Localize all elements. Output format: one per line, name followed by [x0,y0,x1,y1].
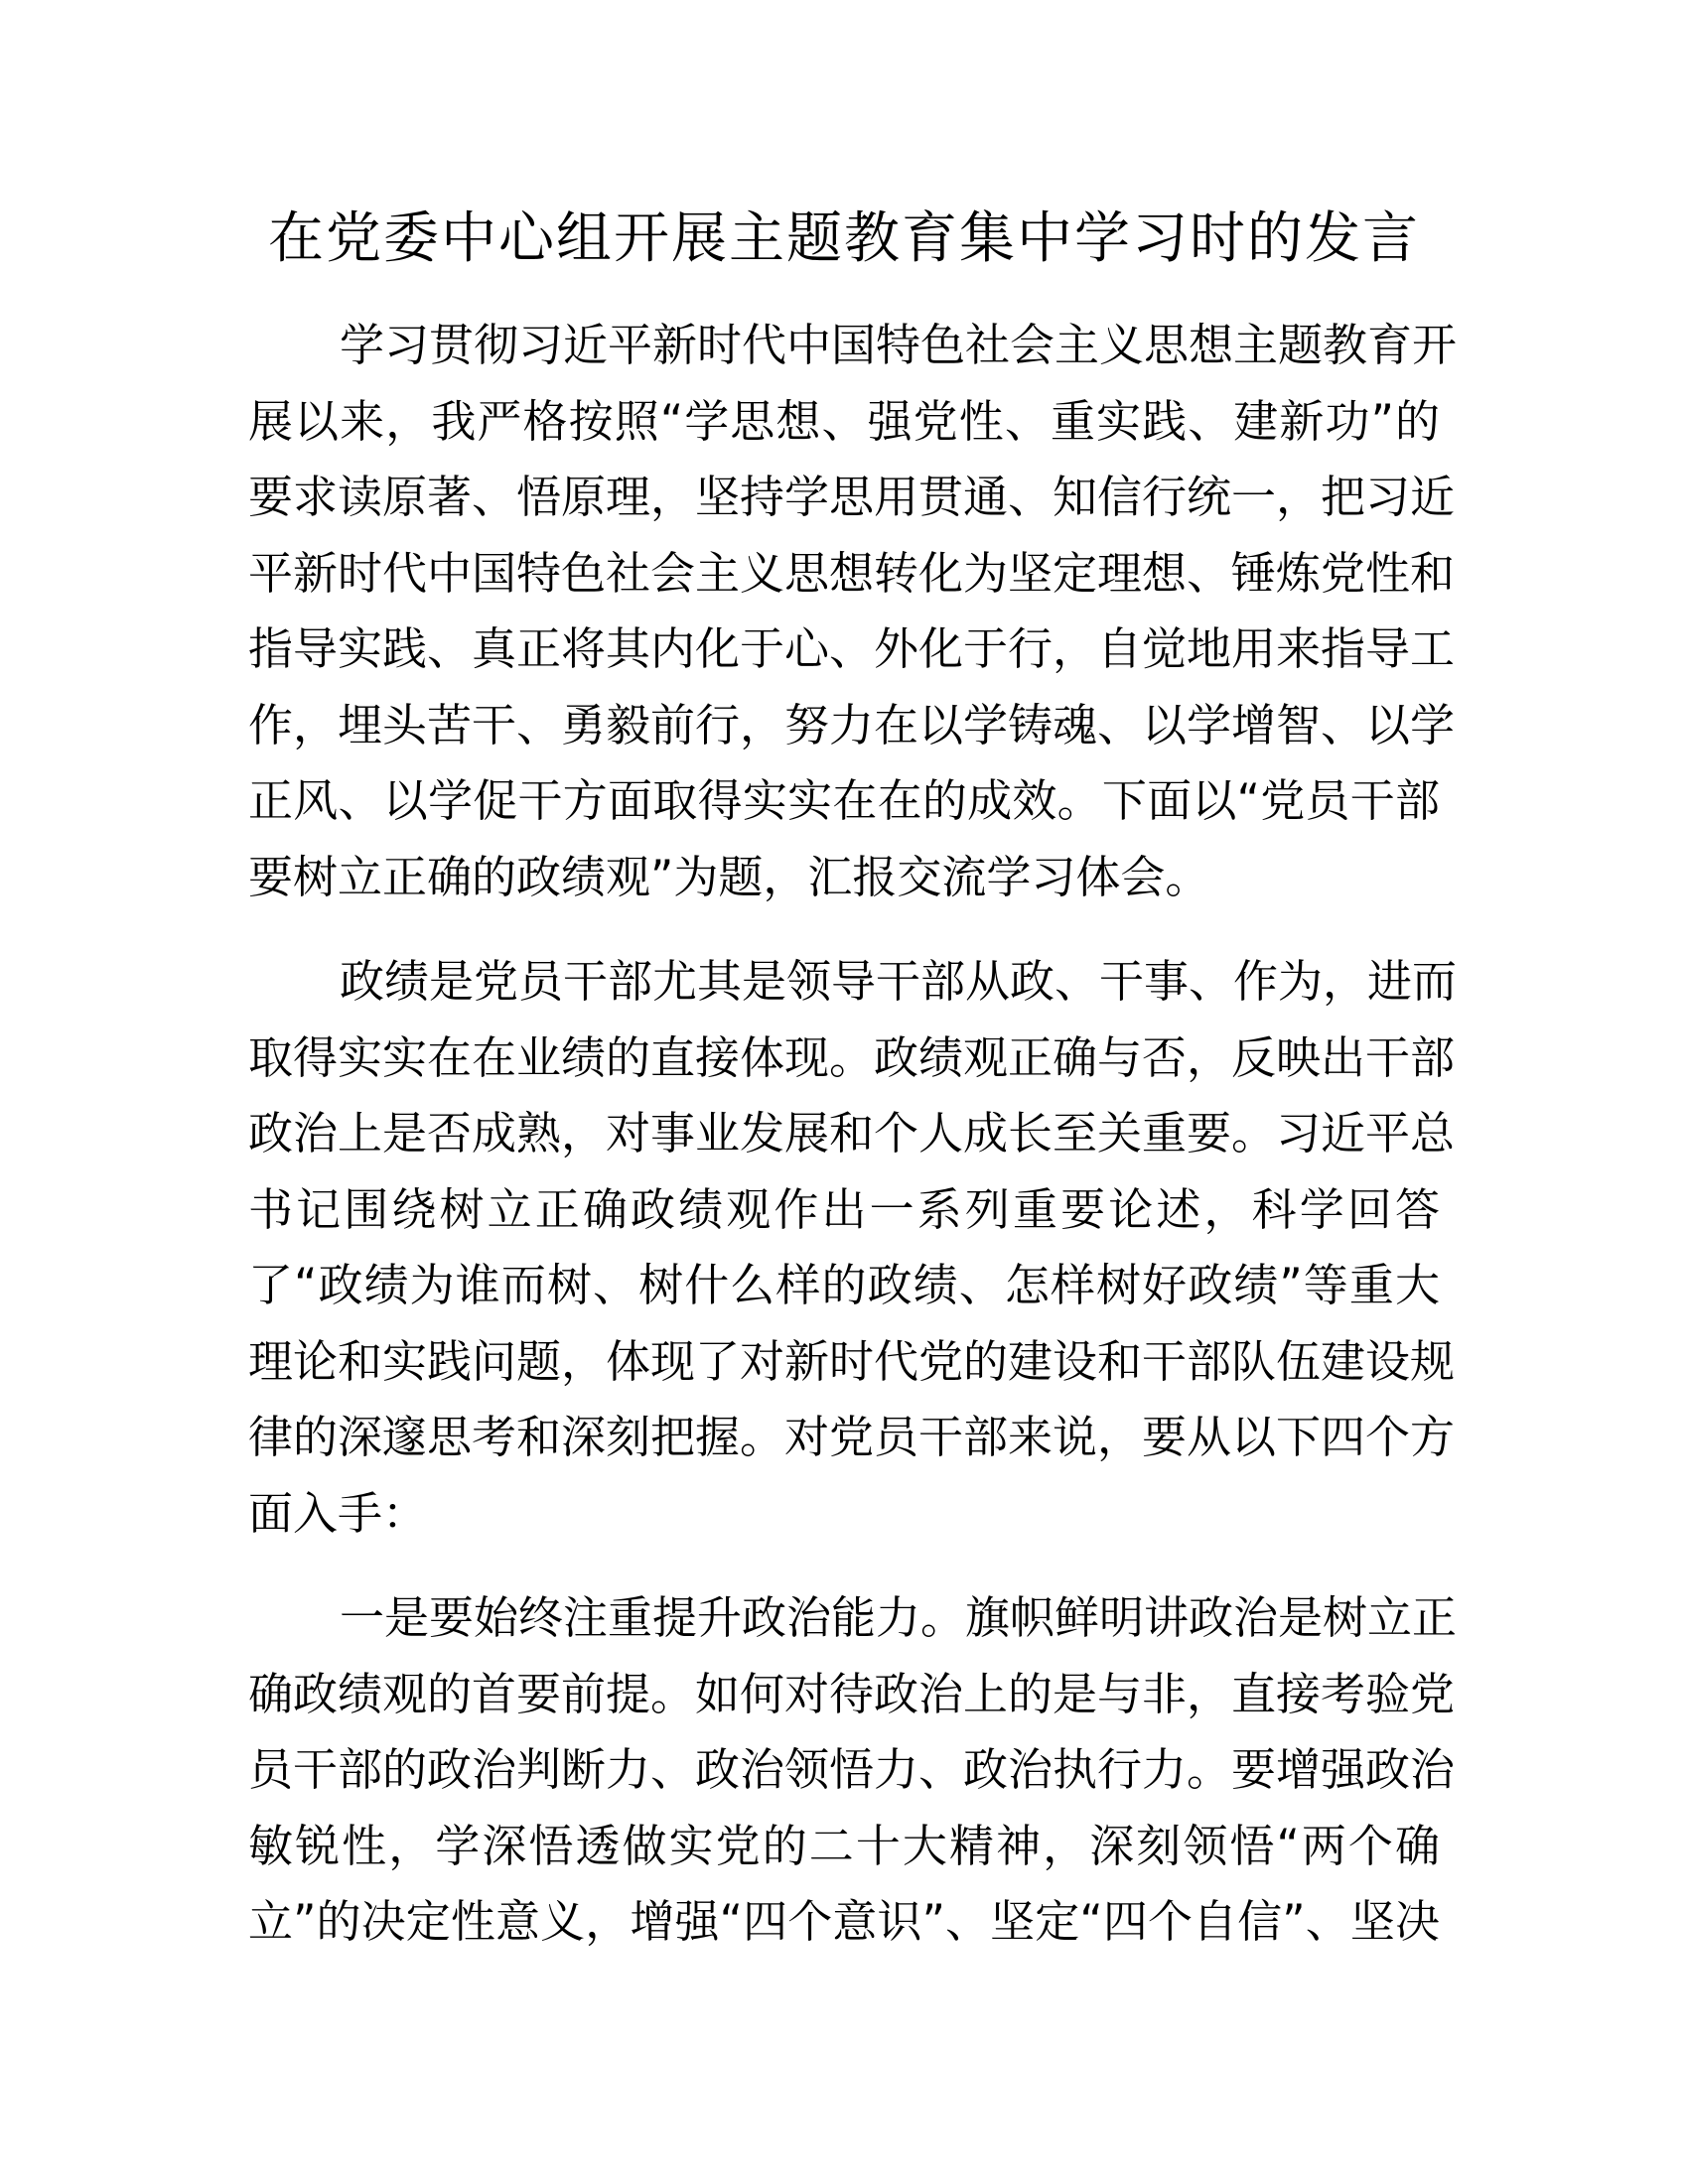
text-line: 指导实践、真正将其内化于心、外化于行，自觉地用来指导工 [248,622,1456,675]
text-line: 展以来，我严格按照“学思想、强党性、重实践、建新功”的 [248,394,1440,448]
text-line: 立”的决定性意义，增强“四个意识”、坚定“四个自信”、坚决 [248,1895,1440,1948]
paragraph-point-one [248,1580,1458,1961]
text-line: 员干部的政治判断力、政治领悟力、政治执行力。要增强政治 [248,1743,1456,1796]
text-line: 平新时代中国特色社会主义思想转化为坚定理想、锤炼党性和 [248,546,1456,600]
text-line: 学习贯彻习近平新时代中国特色社会主义思想主题教育开 [340,319,1458,371]
text-line: 书记围绕树立正确政绩观作出一系列重要论述，科学回答 [248,1182,1440,1236]
text-line: 要树立正确的政绩观”为题，汇报交流学习体会。 [248,850,1210,903]
text-line: 一是要始终注重提升政治能力。旗帜鲜明讲政治是树立正 [340,1591,1458,1644]
text-line: 政绩是党员干部尤其是领导干部从政、干事、作为，进而 [340,955,1458,1008]
text-line: 取得实实在在业绩的直接体现。政绩观正确与否，反映出干部 [248,1030,1456,1084]
text-line: 要求读原著、悟原理，坚持学思用贯通、知信行统一，把习近 [248,471,1456,523]
text-line: 作，埋头苦干、勇毅前行，努力在以学铸魂、以学增智、以学 [248,698,1456,751]
text-line: 确政绩观的首要前提。如何对待政治上的是与非，直接考验党 [248,1667,1456,1720]
paragraph-political-achievement [248,944,1458,1552]
text-line: 敏锐性，学深悟透做实党的二十大精神，深刻领悟“两个确 [248,1819,1440,1872]
text-line: 面入手： [248,1486,428,1540]
text-line: 了“政绩为谁而树、树什么样的政绩、怎样树好政绩”等重大 [248,1259,1440,1311]
page-title: 在党委中心组开展主题教育集中学习时的发言 [268,206,1420,271]
text-line: 律的深邃思考和深刻把握。对党员干部来说，要从以下四个方 [248,1411,1456,1463]
text-line: 政治上是否成熟，对事业发展和个人成长至关重要。习近平总 [248,1107,1456,1160]
document-body [248,308,1458,1989]
text-line: 理论和实践问题，体现了对新时代党的建设和干部队伍建设规 [248,1334,1456,1388]
text-line: 正风、以学促干方面取得实实在在的成效。下面以“党员干部 [248,774,1440,827]
paragraph-intro [248,308,1458,915]
